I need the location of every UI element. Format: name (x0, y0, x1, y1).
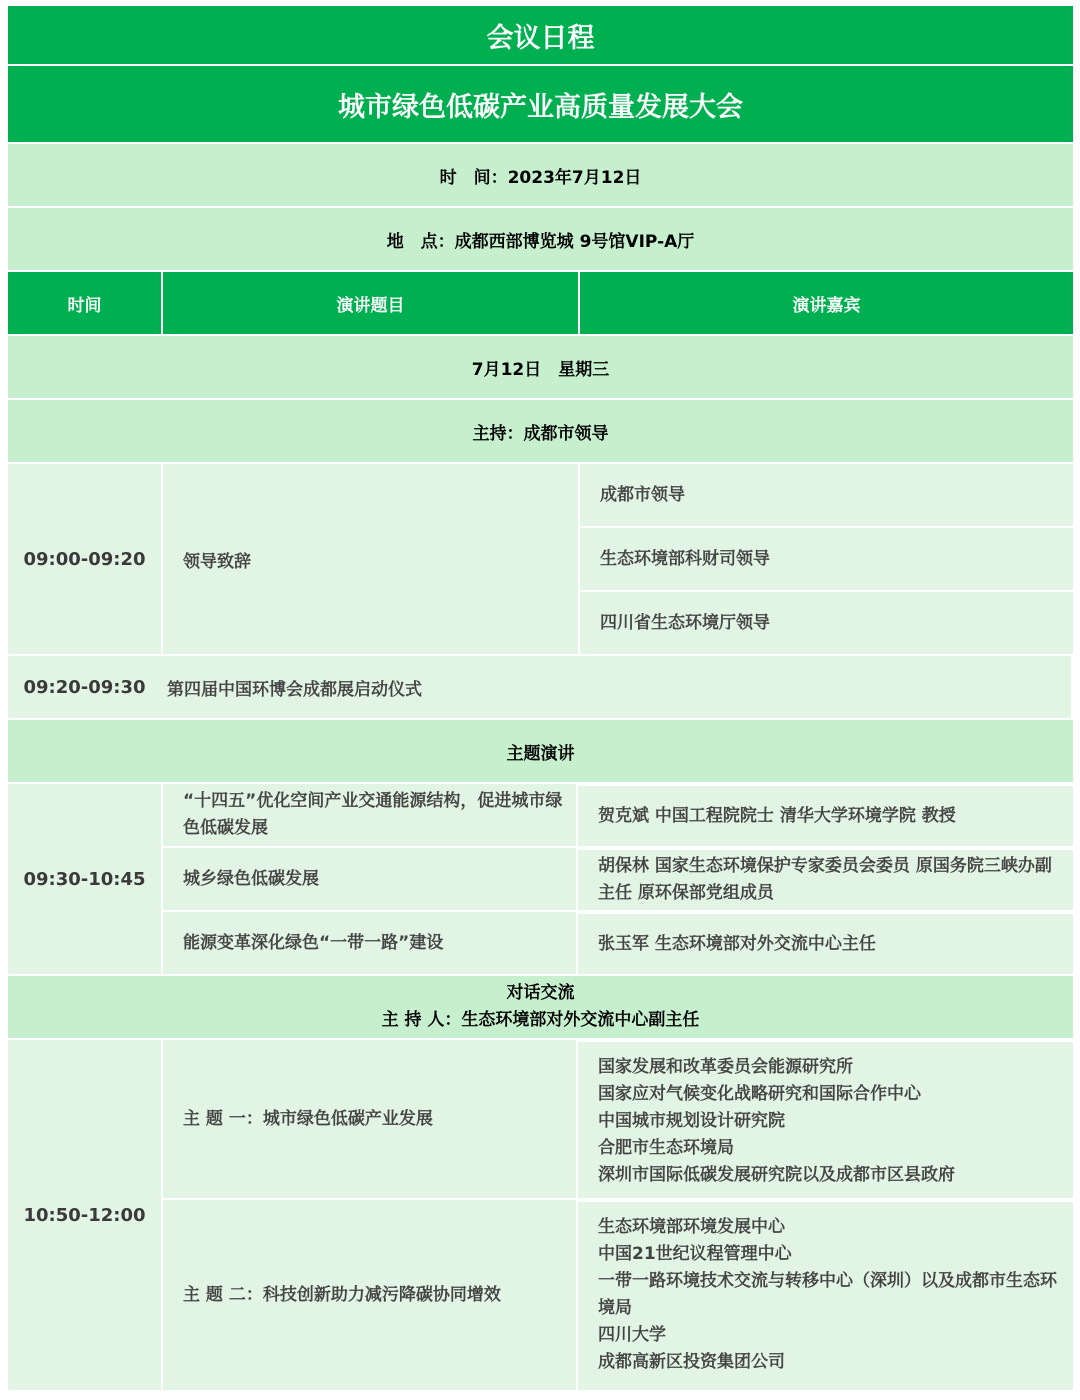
speaker-list (580, 464, 1073, 654)
session-launch (8, 656, 1073, 718)
participant: 国家发展和改革委员会能源研究所 (598, 1057, 853, 1077)
host-row: 主持：成都市领导 (8, 400, 1073, 462)
keynote-topic: 城乡绿色低碳发展 (163, 848, 576, 910)
keynote-list (163, 784, 1073, 974)
agenda-table (8, 6, 1073, 1390)
speaker-item: 生态环境部科财司领导 (580, 528, 1073, 590)
session-topic: 领导致辞 (163, 464, 578, 654)
dialogue-topic-item (163, 1200, 1073, 1390)
dialogue-row (8, 976, 1073, 1038)
column-header-row (8, 272, 1073, 334)
dialogue-label: 对话交流 (506, 983, 575, 1003)
session-time: 10:50-12:00 (8, 1040, 161, 1390)
agenda-title: 会议日程 (8, 6, 1073, 64)
conference-name: 城市绿色低碳产业高质量发展大会 (8, 66, 1073, 142)
participant: 成都高新区投资集团公司 (598, 1352, 785, 1372)
keynote-speaker: 张玉军 生态环境部对外交流中心主任 (578, 914, 1073, 974)
speaker-item: 四川省生态环境厅领导 (580, 592, 1073, 654)
keynote-speaker: 贺克斌 中国工程院院士 清华大学环境学院 教授 (578, 786, 1073, 846)
day-row: 7月12日 星期三 (8, 336, 1073, 398)
participant: 中国21世纪议程管理中心 (598, 1244, 792, 1264)
session-dialogue (8, 1040, 1073, 1390)
participant: 中国城市规划设计研究院 (598, 1111, 785, 1131)
dialogue-participants (578, 1202, 1073, 1390)
column-header-speaker: 演讲嘉宾 (580, 272, 1073, 334)
dialogue-participants (578, 1042, 1073, 1198)
participant: 四川大学 (598, 1325, 666, 1345)
session-time: 09:30-10:45 (8, 784, 161, 974)
keynote-item (163, 912, 1073, 974)
keynote-speaker: 胡保林 国家生态环境保护专家委员会委员 原国务院三峡办副主任 原环保部党组成员 (578, 850, 1073, 910)
date-line: 时 间：2023年7月12日 (8, 144, 1073, 206)
session-opening (8, 464, 1073, 654)
dialogue-topic: 主 题 二：科技创新助力减污降碳协同增效 (163, 1200, 576, 1390)
session-time: 09:20-09:30 (8, 656, 161, 718)
venue-line: 地 点：成都西部博览城 9号馆VIP-A厅 (8, 208, 1073, 270)
participant: 国家应对气候变化战略研究和国际合作中心 (598, 1084, 921, 1104)
participant: 一带一路环境技术交流与转移中心（深圳）以及成都市生态环境局 (598, 1271, 1057, 1318)
column-header-topic: 演讲题目 (163, 272, 578, 334)
participant: 深圳市国际低碳发展研究院以及成都市区县政府 (598, 1165, 955, 1185)
dialogue-host: 主 持 人：生态环境部对外交流中心副主任 (381, 1010, 700, 1030)
speaker-item: 成都市领导 (580, 464, 1073, 526)
participant: 合肥市生态环境局 (598, 1138, 734, 1158)
keynote-topic: “十四五”优化空间产业交通能源结构，促进城市绿色低碳发展 (163, 784, 576, 846)
keynote-item (163, 784, 1073, 846)
column-header-time: 时间 (8, 272, 161, 334)
keynote-topic: 能源变革深化绿色“一带一路”建设 (163, 912, 576, 974)
session-topic: 第四届中国环博会成都展启动仪式 (161, 656, 1071, 718)
dialogue-topic-list (163, 1040, 1073, 1390)
keynote-row: 主题演讲 (8, 720, 1073, 782)
session-time: 09:00-09:20 (8, 464, 161, 654)
dialogue-topic: 主 题 一：城市绿色低碳产业发展 (163, 1040, 576, 1198)
keynote-item (163, 848, 1073, 910)
participant: 生态环境部环境发展中心 (598, 1217, 785, 1237)
dialogue-topic-item (163, 1040, 1073, 1198)
session-keynotes (8, 784, 1073, 974)
